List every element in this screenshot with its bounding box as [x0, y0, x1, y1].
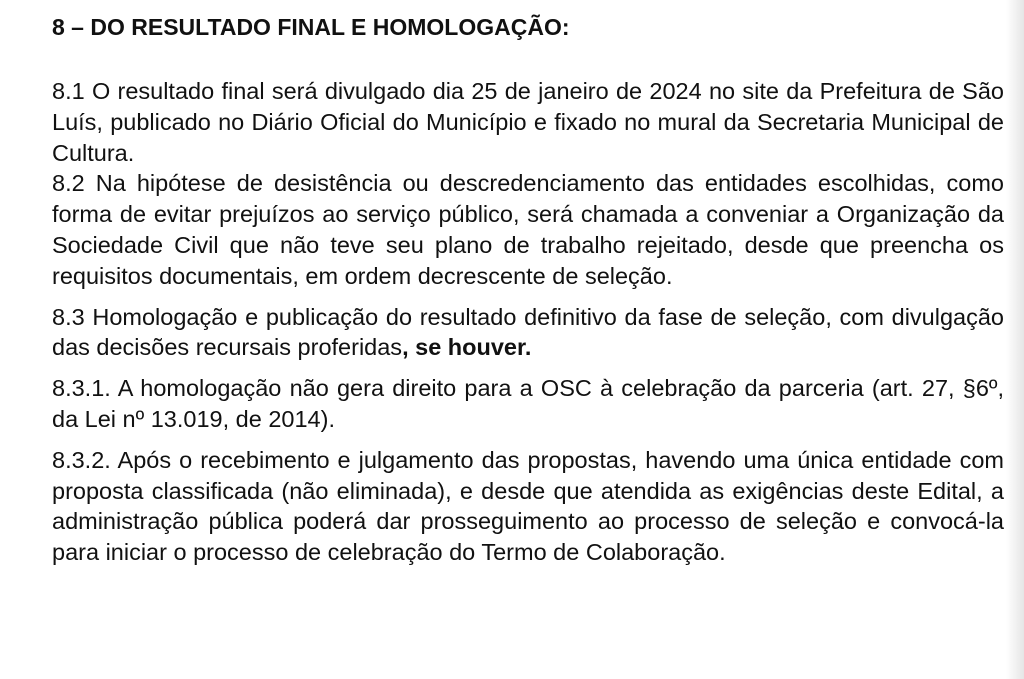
- paragraph-8-2: 8.2 Na hipótese de desistência ou descredenciamento das entidades escolhidas, como forma de evitar prejuízos ao serviço público, será chamada a conveniar a Organização da Sociedade Civil que não teve seu plano de trabalho rejeitado, desde que preencha os requisitos documentais, em ordem decrescente de seleção.: [52, 170, 1004, 289]
- document-body: [52, 12, 1004, 568]
- section-heading: 8 – DO RESULTADO FINAL E HOMOLOGAÇÃO:: [52, 14, 570, 40]
- page-edge-shadow: [1006, 0, 1024, 679]
- paragraph-8-3-1: 8.3.1. A homologação não gera direito para a OSC à celebração da parceria (art. 27, §6º, da Lei nº 13.019, de 2014).: [52, 375, 1004, 432]
- paragraph-8-3-2: 8.3.2. Após o recebimento e julgamento das propostas, havendo uma única entidade com proposta classificada (não eliminada), e desde que atendida as exigências deste Edital, a administração pública poderá dar prosseguimento ao processo de seleção e convocá-la para iniciar o processo de celebração do Termo de Colaboração.: [52, 446, 1004, 566]
- paragraph-8-3-text: 8.3 Homologação e publicação do resultado definitivo da fase de seleção, com divulgação das decisões recursais proferidas: [52, 303, 1004, 361]
- paragraph-8-1: 8.1 O resultado final será divulgado dia 25 de janeiro de 2024 no site da Prefeitura de São Luís, publicado no Diário Oficial do Município e fixado no mural da Secretaria Municipal de Cultura.: [52, 78, 1004, 166]
- paragraph-8-3: [52, 302, 1004, 364]
- paragraph-8-3-bold-text: , se houver.: [402, 334, 532, 361]
